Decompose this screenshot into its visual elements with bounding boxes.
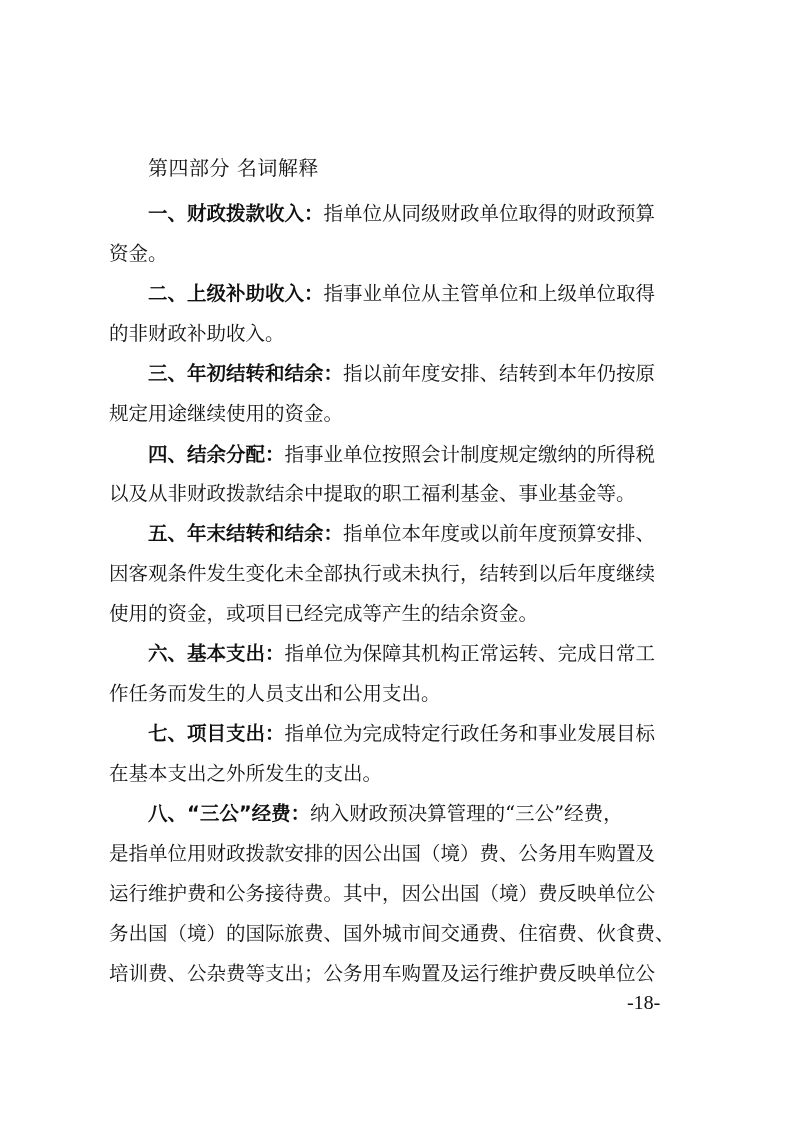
entry-5-term: 五、年末结转和结余：: [148, 522, 344, 545]
entry-8-continuation-2: 运行维护费和公务接待费。其中，因公出国（境）费反映单位公: [109, 882, 656, 905]
entry-4-continuation: 以及从非财政拨款结余中提取的职工福利基金、事业基金等。: [109, 482, 636, 505]
entry-3-first-line: [148, 358, 655, 386]
entry-1-continuation: 资金。: [109, 242, 168, 265]
entry-6-term: 六、基本支出：: [148, 642, 285, 665]
entry-2-continuation: 的非财政补助收入。: [109, 322, 285, 345]
entry-3-term: 三、年初结转和结余：: [148, 362, 344, 385]
entry-4-term: 四、结余分配：: [148, 443, 285, 466]
entry-1-term: 一、财政拨款收入：: [148, 202, 324, 225]
entry-8-term: 八、“三公”经费：: [148, 802, 311, 825]
entry-8-first-line: [148, 798, 623, 826]
entry-5-first-line: [148, 518, 655, 546]
entry-6-text: 指单位为保障其机构正常运转、完成日常工: [284, 642, 656, 665]
entry-3-text: 指以前年度安排、结转到本年仍按原: [343, 362, 656, 385]
entry-7-text: 指单位为完成特定行政任务和事业发展目标: [284, 722, 656, 745]
section-heading: 第四部分 名词解释: [148, 156, 319, 180]
entry-4-text: 指事业单位按照会计制度规定缴纳的所得税: [284, 443, 656, 466]
entry-1-text: 指单位从同级财政单位取得的财政预算: [323, 202, 656, 225]
entry-5-continuation-1: 因客观条件发生变化未全部执行或未执行，结转到以后年度继续: [109, 562, 656, 585]
entry-1-first-line: [148, 198, 655, 226]
entry-6-continuation: 作任务而发生的人员支出和公用支出。: [109, 682, 441, 705]
entry-2-term: 二、上级补助收入：: [148, 282, 324, 305]
entry-5-continuation-2: 使用的资金，或项目已经完成等产生的结余资金。: [109, 602, 539, 625]
entry-7-continuation: 在基本支出之外所发生的支出。: [109, 762, 383, 785]
entry-8-continuation-3: 务出国（境）的国际旅费、国外城市间交通费、住宿费、伙食费、: [109, 922, 675, 945]
entry-8-continuation-4: 培训费、公杂费等支出；公务用车购置及运行维护费反映单位公: [109, 962, 656, 985]
entry-7-first-line: [148, 718, 655, 746]
entry-8-text: 纳入财政预决算管理的“三公”经费，: [310, 802, 623, 825]
entry-6-first-line: [148, 638, 655, 666]
entry-3-continuation: 规定用途继续使用的资金。: [109, 402, 344, 425]
entry-8-continuation-1: 是指单位用财政拨款安排的因公出国（境）费、公务用车购置及: [109, 842, 656, 865]
page-number: -18-: [627, 992, 661, 1014]
entry-5-text: 指单位本年度或以前年度预算安排、: [343, 522, 656, 545]
entry-7-term: 七、项目支出：: [148, 722, 285, 745]
entry-2-text: 指事业单位从主管单位和上级单位取得: [323, 282, 656, 305]
entry-2-first-line: [148, 278, 655, 306]
entry-4-first-line: [148, 439, 655, 467]
